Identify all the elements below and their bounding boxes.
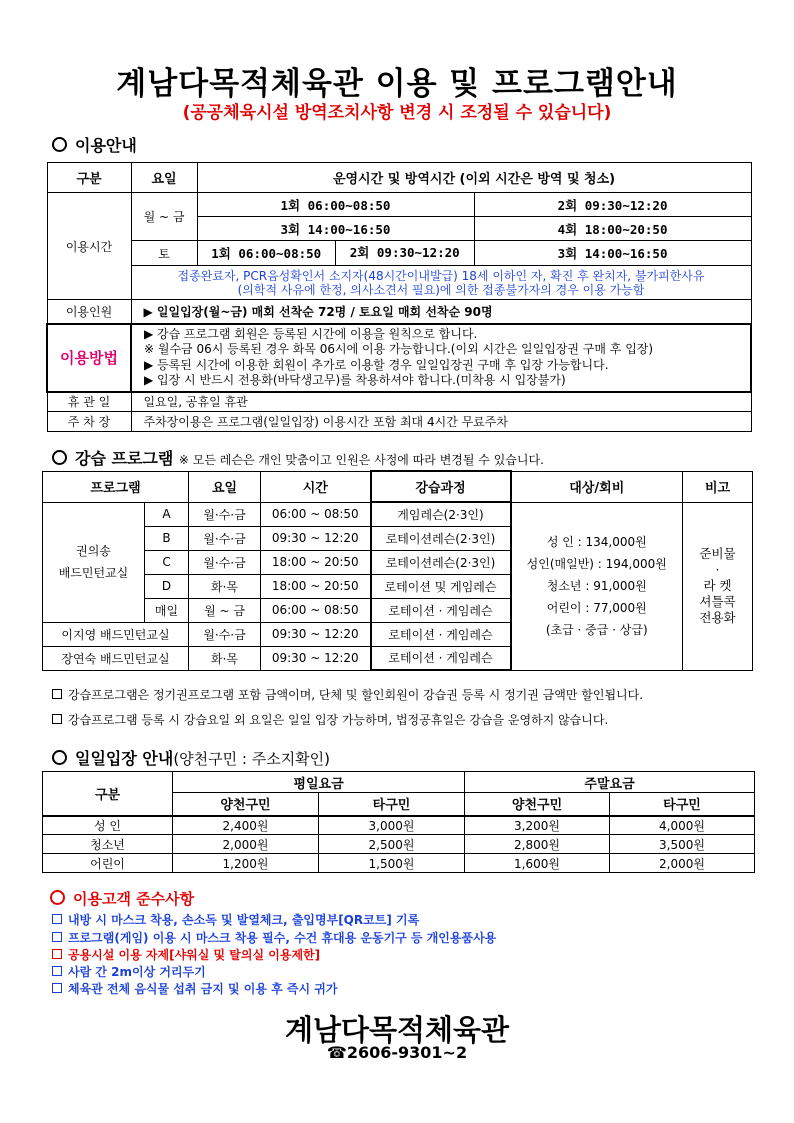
saturday-session-2: 2회 09:30~12:20 (335, 241, 474, 265)
fee-value: 3,000원 (319, 816, 465, 835)
square-bullet-icon (52, 914, 62, 924)
remark-cell (683, 502, 753, 670)
closed-label: 휴 관 일 (47, 392, 131, 412)
fee-row-label: 청소년 (43, 835, 173, 854)
fee-youth: 청소년 : 91,000원 (546, 579, 647, 593)
lesson-code: D (145, 574, 189, 598)
closed-text: 일요일, 공휴일 휴관 (131, 392, 751, 412)
fee-row-label: 어린이 (43, 854, 173, 873)
remark-line-1: 준비물 (699, 546, 736, 561)
daily-heading: 일일입장 안내(양천구민 : 주소지확인) (52, 746, 330, 769)
fee-value: 1,200원 (173, 854, 319, 873)
lessons-heading: 강습 프로그램 ※ 모든 레슨은 개인 맞춤이고 인원은 사정에 따라 변경될 수 있습니다. (52, 446, 544, 469)
daily-header-resident: 양천구민 (173, 793, 319, 816)
lesson-time: 09:30 ~ 12:20 (261, 526, 371, 550)
weekday-session-4: 4회 18:00~20:50 (474, 217, 751, 241)
rule-item-5: 체육관 전체 음식물 섭취 금지 및 이용 후 즉시 귀가 (52, 980, 337, 997)
lesson-course: 로테이션레슨(2·3인) (371, 526, 511, 550)
usage-header-hours: 운영시간 및 방역시간 (이외 시간은 방역 및 청소) (197, 163, 751, 193)
fee-child: 어린이 : 77,000원 (546, 601, 647, 615)
lessons-header-program: 프로그램 (43, 471, 189, 502)
group-name (43, 502, 145, 622)
lesson-course: 로테이션 및 게임레슨 (371, 574, 511, 598)
fee-value: 2,000원 (610, 854, 755, 873)
lesson-time: 06:00 ~ 08:50 (261, 598, 371, 622)
lessons-header-time: 시간 (261, 471, 371, 502)
square-bullet-icon (52, 689, 62, 699)
daily-header-nonresident: 타구민 (610, 793, 755, 816)
lesson-code: A (145, 502, 189, 526)
other-class-name: 장연숙 배드민턴교실 (43, 646, 189, 670)
daily-fee-table (42, 771, 755, 873)
remark-line-3: 라 켓 (703, 578, 732, 593)
lesson-code: 매일 (145, 598, 189, 622)
fee-value: 1,500원 (319, 854, 465, 873)
usage-table (46, 162, 752, 432)
weekday-session-1: 1회 06:00~08:50 (197, 193, 474, 217)
lessons-header-fee: 대상/회비 (511, 471, 683, 502)
lesson-days: 월·수·금 (189, 526, 261, 550)
lesson-bullet-1: 강습프로그램은 정기권프로그램 포함 금액이며, 단체 및 할인회원이 강습권 등록 시 정기권 금액만 할인됩니다. (52, 686, 643, 703)
square-bullet-icon (52, 949, 62, 959)
lessons-header-day: 요일 (189, 471, 261, 502)
method-line-4: ▶ 입장 시 반드시 전용화(바닥생고무)를 착용하셔야 합니다.(미착용 시 입장불가) (144, 373, 566, 387)
group-name-line-1: 권의송 (76, 544, 111, 558)
saturday-label: 토 (131, 241, 197, 266)
lesson-code: B (145, 526, 189, 550)
fee-value: 4,000원 (610, 816, 755, 835)
footer-phone: ☎2606-9301~2 (326, 1043, 468, 1062)
rule-item-1: 내방 시 마스크 착용, 손소독 및 발열체크, 출입명부[QR코트] 기록 (52, 911, 419, 928)
lesson-days: 월·수·금 (189, 622, 261, 646)
daily-header-weekday: 평일요금 (173, 772, 465, 793)
fee-value: 3,500원 (610, 835, 755, 854)
page-title: 계남다목적체육관 이용 및 프로그램안내 (116, 66, 678, 102)
remark-line-2: · (715, 562, 720, 577)
rule-item-2: 프로그램(게임) 이용 시 마스크 착용 필수, 수건 휴대용 운동기구 등 개인용품사용 (52, 929, 496, 946)
lesson-time: 09:30 ~ 12:20 (261, 622, 371, 646)
square-bullet-icon (52, 983, 62, 993)
notice-line-2: (의학적 사유에 한정, 의사소견서 필요)에 의한 접종불가자의 경우 이용 가능함 (237, 282, 645, 297)
parking-text: 주차장이용은 프로그램(일일입장) 이용시간 포함 최대 4시간 무료주차 (131, 412, 751, 432)
lesson-course: 로테이션 · 게임레슨 (371, 598, 511, 622)
saturday-session-3: 3회 14:00~16:50 (474, 241, 751, 266)
lessons-note: ※ 모든 레슨은 개인 맞춤이고 인원은 사정에 따라 변경될 수 있습니다. (178, 453, 544, 467)
saturday-session-1: 1회 06:00~08:50 (211, 246, 322, 261)
lesson-course: 로테이션 · 게임레슨 (371, 622, 511, 646)
rules-heading: 이용고객 준수사항 (50, 888, 194, 909)
circle-bullet-icon (52, 750, 67, 765)
capacity-label: 이용인원 (47, 300, 131, 324)
fee-value: 2,500원 (319, 835, 465, 854)
lesson-course: 게임레슨(2·3인) (371, 502, 511, 526)
method-cell (131, 324, 751, 392)
fee-value: 3,200원 (465, 816, 610, 835)
method-line-1: ▶ 강습 프로그램 회원은 등록된 시간에 이용을 원칙으로 합니다. (144, 326, 478, 341)
fee-levels: (초급 · 중급 · 상급) (545, 623, 648, 637)
fee-row-label: 성 인 (43, 816, 173, 835)
fee-value: 2,400원 (173, 816, 319, 835)
usage-header-category: 구분 (47, 163, 131, 193)
lesson-days: 월 ~ 금 (189, 598, 261, 622)
footer-name: 계남다목적체육관 (284, 1013, 510, 1047)
rule-item-3: 공용시설 이용 자제[샤워실 및 탈의실 이용제한] (52, 946, 320, 963)
notice-line-1: 접종완료자, PCR음성확인서 소지자(48시간이내발급) 18세 이하인 자, 확진 후 완치자, 불가피한사유 (177, 268, 705, 283)
lesson-code: C (145, 550, 189, 574)
daily-header-weekend: 주말요금 (465, 772, 755, 793)
page-subtitle: (공공체육시설 방역조치사항 변경 시 조정될 수 있습니다) (182, 103, 612, 123)
lesson-course: 로테이션레슨(2·3인) (371, 550, 511, 574)
fee-value: 2,800원 (465, 835, 610, 854)
fee-cell (511, 502, 683, 670)
lesson-course: 로테이션 · 게임레슨 (371, 646, 511, 670)
parking-label: 주 차 장 (47, 412, 131, 432)
group-name-line-2: 배드민턴교실 (58, 566, 129, 580)
square-bullet-icon (52, 932, 62, 942)
method-line-2: ※ 월수금 06시 등록된 경우 화목 06시에 이용 가능합니다.(이외 시간은 일일입장권 구매 후 입장) (144, 342, 654, 356)
usage-heading: 이용안내 (52, 133, 137, 156)
hours-label: 이용시간 (47, 193, 131, 300)
weekday-session-2: 2회 09:30~12:20 (474, 193, 751, 217)
circle-bullet-icon (50, 890, 65, 905)
weekday-label: 월 ~ 금 (131, 193, 197, 241)
saturday-sessions (197, 241, 474, 266)
notice-cell (131, 266, 751, 300)
fee-value: 2,000원 (173, 835, 319, 854)
lessons-header-course: 강습과정 (371, 471, 511, 502)
daily-header-nonresident: 타구민 (319, 793, 465, 816)
lesson-time: 18:00 ~ 20:50 (261, 574, 371, 598)
method-label: 이용방법 (47, 324, 131, 392)
lessons-table (42, 470, 753, 671)
capacity-text: ▶ 일일입장(월~금) 매회 선착순 72명 / 토요일 매회 선착순 90명 (131, 300, 751, 324)
daily-header-resident: 양천구민 (465, 793, 610, 816)
weekday-session-3: 3회 14:00~16:50 (197, 217, 474, 241)
lesson-days: 화·목 (189, 646, 261, 670)
circle-bullet-icon (52, 450, 67, 465)
square-bullet-icon (52, 966, 62, 976)
fee-adult: 성 인 : 134,000원 (546, 535, 647, 549)
lesson-time: 06:00 ~ 08:50 (261, 502, 371, 526)
rule-item-4: 사람 간 2m이상 거리두기 (52, 963, 206, 980)
circle-bullet-icon (52, 137, 67, 152)
method-line-3: ▶ 등록된 시간에 이용한 회원이 추가로 이용할 경우 일일입장권 구매 후 입장 가능합니다. (144, 357, 609, 372)
square-bullet-icon (52, 714, 62, 724)
fee-adult-daily: 성인(매일반) : 194,000원 (526, 557, 667, 571)
usage-header-day: 요일 (131, 163, 197, 193)
other-class-name: 이지영 배드민턴교실 (43, 622, 189, 646)
remark-line-5: 전용화 (699, 610, 736, 625)
lesson-bullet-2: 강습프로그램 등록 시 강습요일 외 요일은 일일 입장 가능하며, 법정공휴일은 강습을 운영하지 않습니다. (52, 711, 608, 728)
fee-value: 1,600원 (465, 854, 610, 873)
lesson-days: 월·수·금 (189, 550, 261, 574)
remark-line-4: 셔틀콕 (699, 594, 736, 609)
lesson-days: 화·목 (189, 574, 261, 598)
daily-header-category: 구분 (43, 772, 173, 816)
lesson-time: 09:30 ~ 12:20 (261, 646, 371, 670)
lesson-days: 월·수·금 (189, 502, 261, 526)
lesson-time: 18:00 ~ 20:50 (261, 550, 371, 574)
lessons-header-remark: 비고 (683, 471, 753, 502)
